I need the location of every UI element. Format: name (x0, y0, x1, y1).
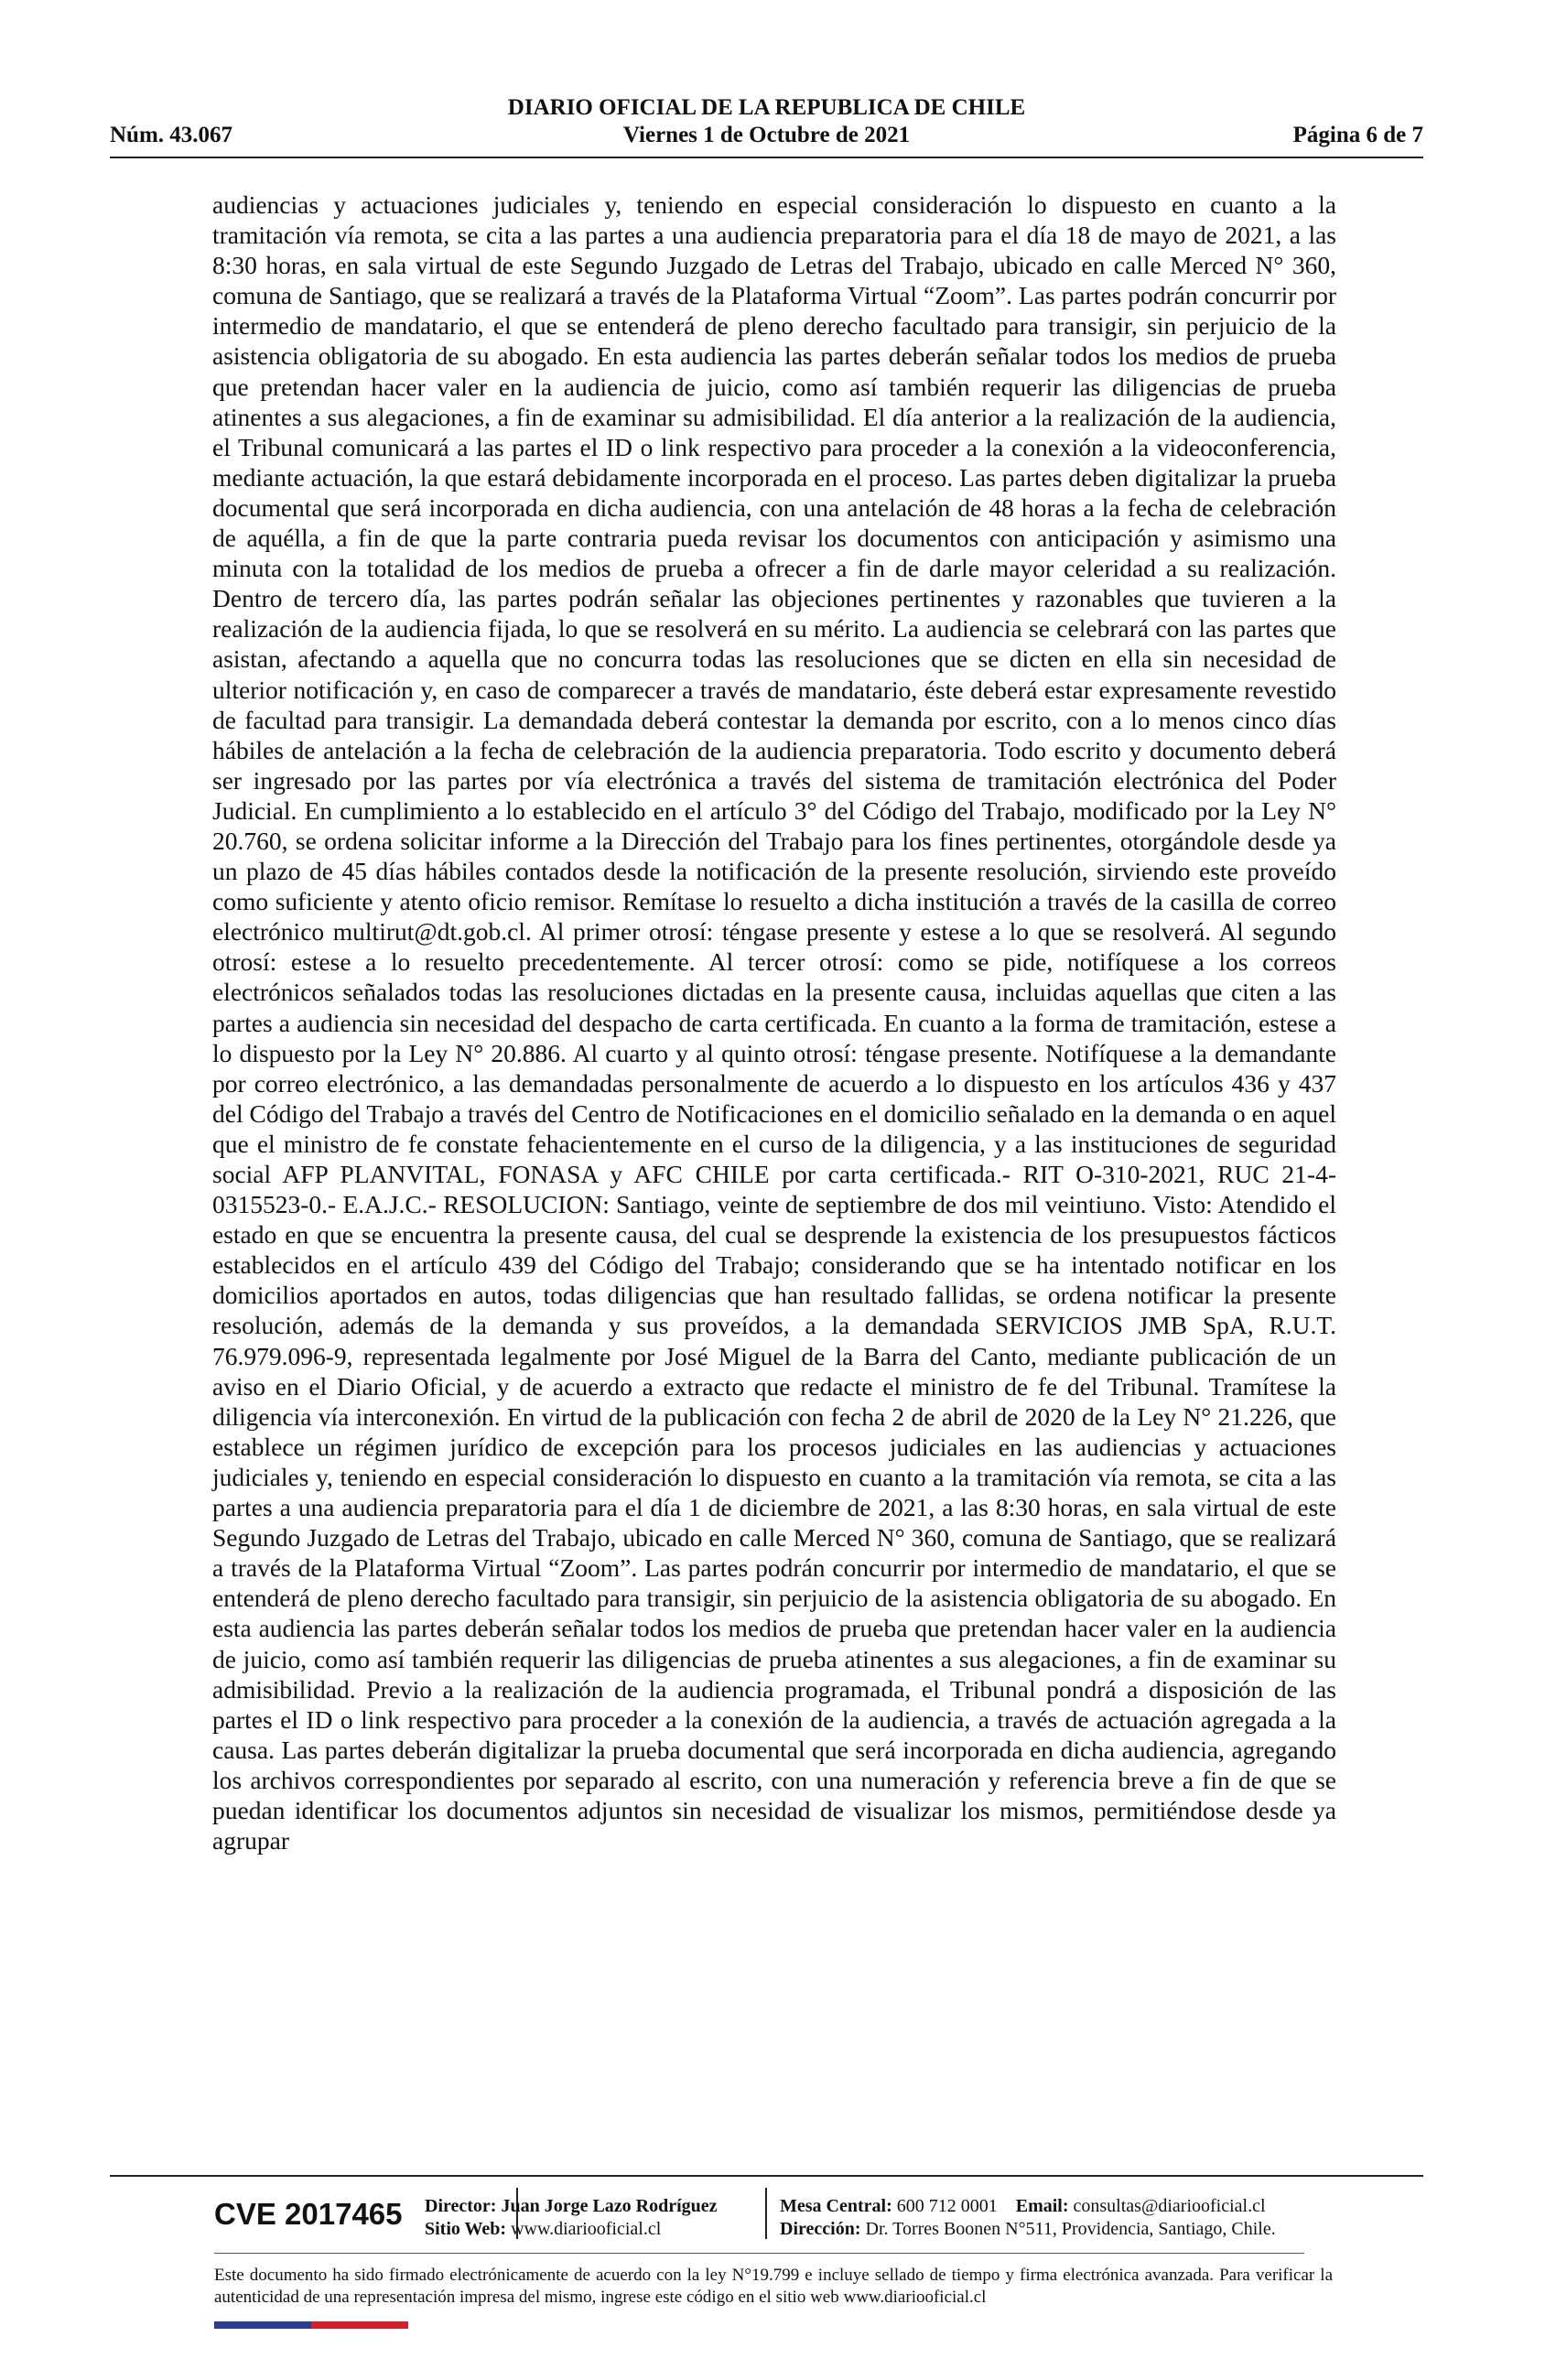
page-footer (110, 2175, 1423, 2340)
cve-text (214, 2197, 403, 2232)
issue-date: Viernes 1 de Octubre de 2021 (622, 123, 911, 147)
cve-label: CVE (214, 2197, 276, 2231)
flag-blue-segment (214, 2321, 311, 2329)
footer-separator (765, 2188, 767, 2239)
phone-label: Mesa Central: (780, 2196, 892, 2216)
site-label: Sitio Web: (425, 2219, 507, 2239)
email-label: Email: (1015, 2196, 1069, 2216)
page-header (110, 88, 1423, 161)
header-row (110, 123, 1423, 154)
footer-contact-block (780, 2195, 1439, 2241)
email-link[interactable]: consultas@diariooficial.cl (1073, 2196, 1266, 2216)
page-indicator: Página 6 de 7 (1292, 123, 1423, 147)
phone-value: 600 712 0001 (896, 2196, 998, 2216)
signature-note: Este documento ha sido firmado electrónicamente de acuerdo con la ley N°19.799 e incluye sellado de tiempo y firma electrónica avanzada. Para verificar la autenticidad de una representación impresa del mismo, ingrese este código en el sitio web www.diariooficial.cl (214, 2266, 1333, 2307)
director-name: Juan Jorge Lazo Rodríguez (501, 2196, 718, 2216)
flag-red-segment (311, 2321, 408, 2329)
footer-divider (110, 2175, 1423, 2177)
document-body: audiencias y actuaciones judiciales y, teniendo en especial consideración lo dispuesto en cuanto a la tramitación vía remota, se cita a las partes a una audiencia preparatoria para el día 18 de mayo de 2021, a las 8:30 horas, en sala virtual de este Segundo Juzgado de Letras del Trabajo, ubicado en calle Merced N° 360, comuna de Santiago, que se realizará a través de la Plataforma Virtual “Zoom”. Las partes podrán concurrir por intermedio de mandatario, el que se entenderá de pleno derecho facultado para transigir, sin perjuicio de la asistencia obligatoria de su abogado. En esta audiencia las partes deberán señalar todos los medios de prueba que pretendan hacer valer en la audiencia de juicio, como así también requerir las diligencias de prueba atinentes a sus alegaciones, a fin de examinar su admisibilidad. El día anterior a la realización de la audiencia, el Tribunal comunicará a las partes el ID o link respectivo para proceder a la conexión a la videoconferencia, mediante actuación, la que estará debidamente incorporada en el proceso. Las partes deben digitalizar la prueba documental que será incorporada en dicha audiencia, con una antelación de 48 horas a la fecha de celebración de aquélla, a fin de que la parte contraria pueda revisar los documentos con anticipación y asimismo una minuta con la totalidad de los medios de prueba a ofrecer a fin de darle mayor celeridad a su realización. Dentro de tercero día, las partes podrán señalar las objeciones pertinentes y razonables que tuvieren a la realización de la audiencia fijada, lo que se resolverá en su mérito. La audiencia se celebrará con las partes que asistan, afectando a aquella que no concurra todas las resoluciones que se dicten en ella sin necesidad de ulterior notificación y, en caso de comparecer a través de mandatario, éste deberá estar expresamente revestido de facultad para transigir. La demandada deberá contestar la demanda por escrito, con a lo menos cinco días hábiles de antelación a la fecha de celebración de la audiencia preparatoria. Todo escrito y documento deberá ser ingresado por las partes por vía electrónica a través del sistema de tramitación electrónica del Poder Judicial. En cumplimiento a lo establecido en el artículo 3° del Código del Trabajo, modificado por la Ley N° 20.760, se ordena solicitar informe a la Dirección del Trabajo para los fines pertinentes, otorgándole desde ya un plazo de 45 días hábiles contados desde la notificación de la presente resolución, sirviendo este proveído como suficiente y atento oficio remisor. Remítase lo resuelto a dicha institución a través de la casilla de correo electrónico multirut@dt.gob.cl. Al primer otrosí: téngase presente y estese a lo que se resolverá. Al segundo otrosí: estese a lo resuelto precedentemente. Al tercer otrosí: como se pide, notifíquese a los correos electrónicos señalados todas las resoluciones dictadas en la presente causa, incluidas aquellas que citen a las partes a audiencia sin necesidad del despacho de carta certificada. En cuanto a la forma de tramitación, estese a lo dispuesto por la Ley N° 20.886. Al cuarto y al quinto otrosí: téngase presente. Notifíquese a la demandante por correo electrónico, a las demandadas personalmente de acuerdo a lo dispuesto en los artículos 436 y 437 del Código del Trabajo a través del Centro de Notificaciones en el domicilio señalado en la demanda o en aquel que el ministro de fe constate fehacientemente en el curso de la diligencia, y a las instituciones de seguridad social AFP PLANVITAL, FONASA y AFC CHILE por carta certificada.- RIT O-310-2021, RUC 21-4-0315523-0.- E.A.J.C.- RESOLUCION: Santiago, veinte de septiembre de dos mil veintiuno. Visto: Atendido el estado en que se encuentra la presente causa, del cual se desprende la existencia de los presupuestos fácticos establecidos en el artículo 439 del Código del Trabajo; considerando que se ha intentado notificar en los domicilios aportados en autos, todas diligencias que han resultado fallidas, se ordena notificar la presente resolución, además de la demanda y sus proveídos, a la demandada SERVICIOS JMB SpA, R.U.T. 76.979.096-9, representada legalmente por José Miguel de la Barra del Canto, mediante publicación de un aviso en el Diario Oficial, y de acuerdo a extracto que redacte el ministro de fe del Tribunal. Tramítese la diligencia vía interconexión. En virtud de la publicación con fecha 2 de abril de 2020 de la Ley N° 21.226, que establece un régimen jurídico de excepción para los procesos judiciales en las audiencias y actuaciones judiciales y, teniendo en especial consideración lo dispuesto en cuanto a la tramitación vía remota, se cita a las partes a una audiencia preparatoria para el día 1 de diciembre de 2021, a las 8:30 horas, en sala virtual de este Segundo Juzgado de Letras del Trabajo, ubicado en calle Merced N° 360, comuna de Santiago, que se realizará a través de la Plataforma Virtual “Zoom”. Las partes podrán concurrir por intermedio de mandatario, el que se entenderá de pleno derecho facultado para transigir, sin perjuicio de la asistencia obligatoria de su abogado. En esta audiencia las partes deberán señalar todos los medios de prueba que pretendan hacer valer en la audiencia de juicio, como así también requerir las diligencias de prueba atinentes a sus alegaciones, a fin de examinar su admisibilidad. Previo a la realización de la audiencia programada, el Tribunal pondrá a disposición de las partes el ID o link respectivo para proceder a la conexión de la audiencia, a través de actuación agregada a la causa. Las partes deberán digitalizar la prueba documental que será incorporada en dicha audiencia, agregando los archivos correspondientes por separado al escrito, con una numeración y referencia breve a fin de que se puedan identificar los documentos adjuntos sin necesidad de visualizar los mismos, permitiéndose desde ya agrupar (212, 190, 1336, 1855)
cve-number: 2017465 (285, 2197, 403, 2231)
site-link[interactable]: www.diariooficial.cl (511, 2219, 662, 2239)
contact-line (780, 2195, 1439, 2218)
issue-number: Núm. 43.067 (110, 123, 233, 147)
director-label: Director: (425, 2196, 497, 2216)
publication-title: DIARIO OFICIAL DE LA REPUBLICA DE CHILE (507, 95, 1026, 120)
footer-note-divider (214, 2253, 1304, 2254)
header-divider (110, 157, 1423, 158)
address-value: Dr. Torres Boonen N°511, Providencia, Santiago, Chile. (865, 2219, 1276, 2239)
address-label: Dirección: (780, 2219, 861, 2239)
chile-flag-bar (214, 2321, 408, 2329)
address-line (780, 2218, 1439, 2241)
